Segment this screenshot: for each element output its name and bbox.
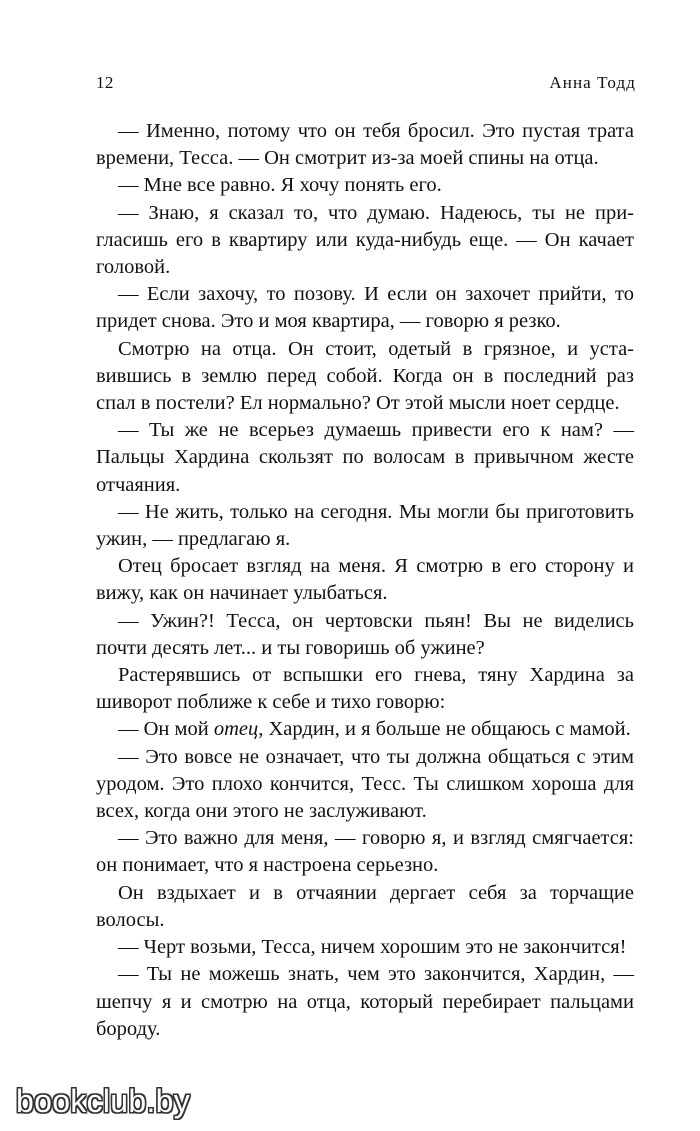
- paragraph: Растерявшись от вспышки его гнева, тяну Хардина за шиворот поближе к себе и тихо говорю:: [96, 664, 634, 714]
- paragraph: — Если захочу, то позову. И если он захочет прийти, то придет снова. Это и моя квартира, — говорю я резко.: [96, 283, 634, 333]
- paragraph: — Ужин?! Тесса, он чертовски пьян! Вы не виделись почти десять лет... и ты говоришь об ужине?: [96, 609, 634, 659]
- paragraph: — Мне все равно. Я хочу понять его.: [118, 174, 442, 197]
- paragraph-with-italic: [96, 716, 634, 743]
- page-number: 12: [96, 73, 114, 92]
- paragraph: — Ты не можешь знать, чем это закончится, Хардин, — шепчу я и смотрю на отца, который перебирает пальцами бороду.: [96, 963, 634, 1040]
- paragraph: Он вздыхает и в отчаянии дергает себя за торчащие волосы.: [96, 881, 634, 931]
- body-text: [96, 118, 634, 1043]
- paragraph: — Не жить, только на сегодня. Мы могли бы приготовить ужин, — предлагаю я.: [96, 500, 634, 551]
- italic-emphasis: отец: [213, 718, 259, 741]
- page-header: [96, 73, 636, 99]
- paragraph: — Черт возьми, Тесса, ничем хорошим это не закончится!: [118, 936, 627, 959]
- paragraph: — Ты же не всерьез думаешь привести его к нам? — Пальцы Хардина скользят по волосам в привычном жесте отчаяния.: [96, 419, 634, 496]
- paragraph: — Именно, потому что он тебя бросил. Это пустая трата времени, Тесса. — Он смотрит из-за моей спины на отца.: [96, 120, 634, 170]
- paragraph: — Это важно для меня, — говорю я, и взгляд смягчается: он понимает, что я настроена серьезно.: [96, 827, 634, 877]
- paragraph: — Это вовсе не означает, что ты должна общаться с этим уродом. Это плохо кончится, Тесс. Ты слишком хороша для всех, когда они этого не заслуживают.: [96, 745, 634, 823]
- paragraph: Смотрю на отца. Он стоит, одетый в грязное, и уставившись в землю перед собой. Когда он в последний раз спал в постели? Ел нормально? От этой мысли ноет сердце.: [96, 337, 634, 415]
- running-head-author: Анна Тодд: [549, 73, 636, 92]
- paragraph: — Знаю, я сказал то, что думаю. Надеюсь, ты не пригласишь его в квартиру или куда-нибудь еще. — Он качает головой.: [96, 201, 634, 279]
- paragraph-text-after: , Хардин, и я больше не общаюсь с мамой.: [258, 718, 631, 741]
- paragraph-text-before: — Он мой: [118, 718, 214, 741]
- watermark-logo: bookclub.by: [16, 1083, 191, 1119]
- paragraph: Отец бросает взгляд на меня. Я смотрю в его сторону и вижу, как он начинает улыбаться.: [96, 555, 634, 605]
